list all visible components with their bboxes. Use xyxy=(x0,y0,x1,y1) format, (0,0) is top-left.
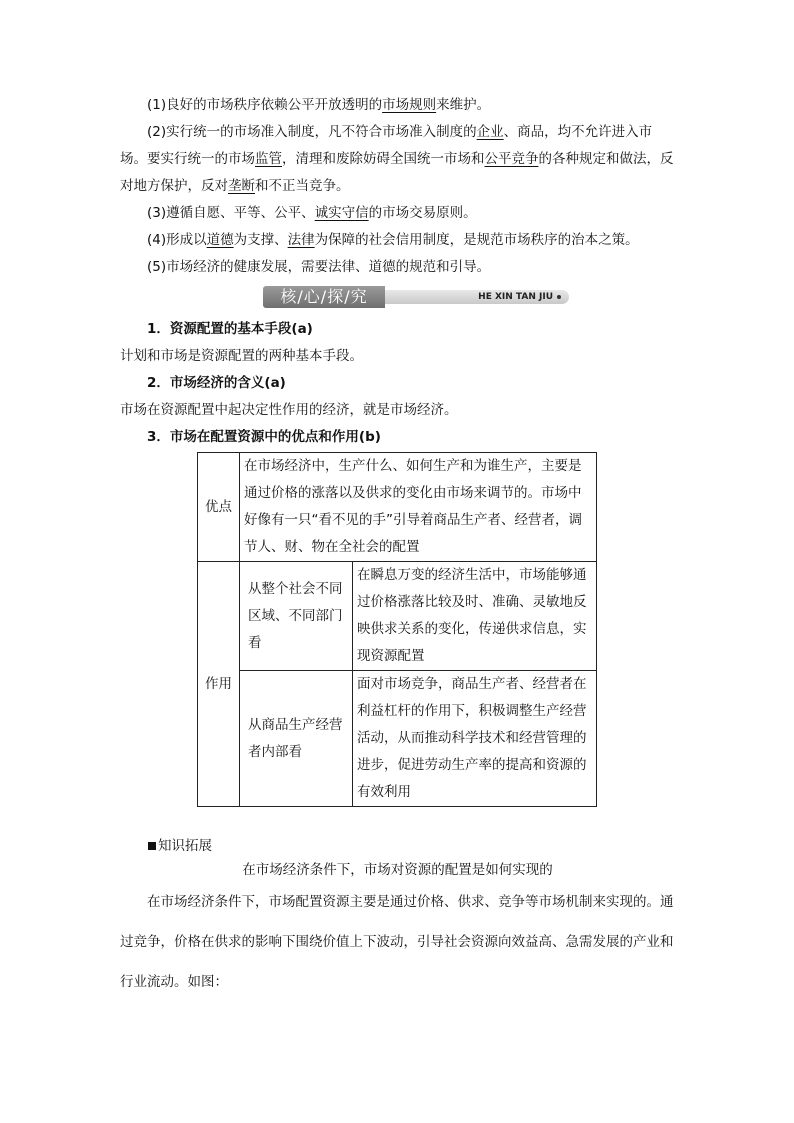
text-2: 市场在资源配置中起决定性作用的经济，就是市场经济。 xyxy=(120,402,458,418)
text: (1)良好的市场秩序依赖公平开放透明的 xyxy=(147,97,383,113)
banner-pinyin-text: HE XIN TAN JIU xyxy=(478,292,553,302)
heading-1: 1．资源配置的基本手段(a) xyxy=(147,321,313,337)
table-row xyxy=(198,453,597,562)
extension-title: 在市场经济条件下，市场对资源的配置是如何实现的 xyxy=(242,862,553,878)
paragraph-5: (5)市场经济的健康发展，需要法律、道德的规范和引导。 xyxy=(147,259,491,275)
role-text: 在瞬息万变的经济生活中，市场能够通过价格涨落比较及时、准确、灵敏地反映供求关系的变化，传递供求信息，实现资源配置 xyxy=(353,562,597,671)
dot-icon xyxy=(557,295,561,299)
extension-body: 在市场经济条件下，市场配置资源主要是通过价格、供求、竞争等市场机制来实现的。通过竞争，价格在供求的影响下围绕价值上下波动，引导社会资源向效益高、急需发展的产业和行业流动。如图： xyxy=(120,894,674,990)
knowledge-extension-label xyxy=(148,838,212,854)
paragraph-4 xyxy=(120,227,675,254)
role-subcategory: 从商品生产经营者内部看 xyxy=(240,671,353,807)
text: (3)遵循自愿、平等、公平、 xyxy=(147,205,315,221)
label-text: 知识拓展 xyxy=(158,838,212,854)
paragraph-1 xyxy=(120,92,675,119)
text: 的各种规定和做法，反对地方保护，反对 xyxy=(120,151,674,194)
text: (4)形成以 xyxy=(147,232,207,248)
advantage-text: 在市场经济中，生产什么、如何生产和为谁生产，主要是通过价格的涨落以及供求的变化由市场来调节的。市场中好像有一只“看不见的手”引导着商品生产者、经营者，调节人、财、物在全社会的配置 xyxy=(240,453,597,562)
underlined-term: 监管 xyxy=(255,151,282,167)
table-row xyxy=(198,671,597,807)
text: 为支撑、 xyxy=(233,232,288,248)
underlined-term: 公平竞争 xyxy=(484,151,539,167)
text: 来维护。 xyxy=(436,97,491,113)
text: 为保障的社会信用制度，是规范市场秩序的治本之策。 xyxy=(314,232,639,248)
text: 的市场交易原则。 xyxy=(368,205,477,221)
role-text: 面对市场竞争，商品生产者、经营者在利益杠杆的作用下，积极调整生产经营活动，从而推动科学技术和经营管理的进步，促进劳动生产率的提高和资源的有效利用 xyxy=(353,671,597,807)
underlined-term: 法律 xyxy=(287,232,315,248)
heading-3: 3．市场在配置资源中的优点和作用(b) xyxy=(147,429,381,445)
text: (2)实行统一的市场准入制度，凡不符合市场准入制度的 xyxy=(147,124,477,140)
underlined-term: 市场规则 xyxy=(382,97,437,113)
text: 、商品，均不允许进入市场。要实行统一的市场 xyxy=(120,124,653,167)
text: ，清理和废除妨碍全国统一市场和 xyxy=(282,151,485,167)
text: 和不正当竞争。 xyxy=(255,178,350,194)
underlined-term: 道德 xyxy=(206,232,234,248)
underlined-term: 诚实守信 xyxy=(314,205,369,221)
square-bullet-icon xyxy=(148,842,156,850)
section-banner xyxy=(263,286,569,308)
advantages-table xyxy=(197,452,597,807)
paragraph-3 xyxy=(120,200,675,227)
advantage-label: 优点 xyxy=(198,453,240,562)
banner-title: 核/心/探/究 xyxy=(263,286,385,308)
banner-pinyin xyxy=(385,290,569,304)
role-label: 作用 xyxy=(198,562,240,807)
heading-2: 2．市场经济的含义(a) xyxy=(147,375,286,391)
paragraph-2 xyxy=(120,119,675,200)
role-subcategory: 从整个社会不同区域、不同部门看 xyxy=(240,562,353,671)
underlined-term: 垄断 xyxy=(228,178,255,194)
table-row xyxy=(198,562,597,671)
underlined-term: 企业 xyxy=(476,124,504,140)
text-1: 计划和市场是资源配置的两种基本手段。 xyxy=(120,348,363,364)
